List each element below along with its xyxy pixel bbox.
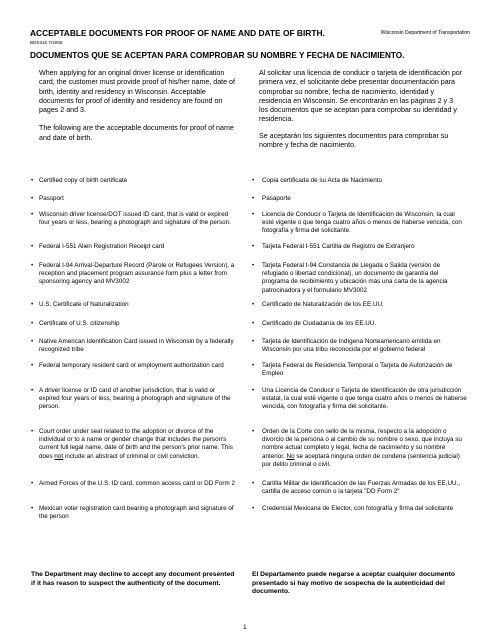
doc-es-item-8: Tarjeta de Identificación de Indígena Norteamericano emitida en Wisconsin por una tribu reconocida por el gobierno federal	[262, 338, 441, 354]
doc-en-item-9: Federal temporary resident card or employment authorization card	[39, 362, 224, 369]
bullet-icon: •	[252, 428, 255, 435]
doc-en-item-5: Federal I-94 Arrival-Departure Record (Parole or Refugees Version), a reception and placement program assurance form plus a letter from sponsoring agency and MV3002	[39, 262, 235, 286]
bullet-icon: •	[31, 362, 34, 369]
bullet-icon: •	[252, 262, 255, 269]
bullet-icon: •	[31, 387, 34, 394]
bullet-icon: •	[31, 195, 34, 202]
doc-en-item-13: Mexican voter registration card bearing a photograph and signature of the person	[39, 505, 234, 521]
doc-en-item-6: U.S. Certificate of Naturalization	[39, 301, 129, 308]
title-spanish: DOCUMENTOS QUE SE ACEPTAN PARA COMPROBAR SU NOMBRE Y FECHA DE NACIMIENTO.	[30, 51, 405, 60]
doc-es-item-10: Una Licencia de Conducir o Tarjeta de Identificación de otra jurisdicción estatal, la cual esté vigente o que tenga cuatro años o menos de haberse vencida, con fotografía y firma del solicitante.	[262, 387, 467, 411]
footer-spanish: El Departamento puede negarse a aceptar cualquier documento presentado si hay motivo de sospecha de la autenticidad del documento.	[252, 571, 455, 596]
form-id: BDS316 7/2005	[30, 40, 63, 45]
intro-es-paragraph-2: Se aceptarán los siguientes documentos para comprobar su nombre y fecha de nacimiento.	[259, 131, 449, 150]
doc-es-item-12: Cartilla Militar de Identificación de las Fuerzas Armadas de los EE.UU., cartilla de acceso común o la tarjeta "DD Form 2"	[262, 480, 461, 496]
title-english: ACCEPTABLE DOCUMENTS FOR PROOF OF NAME AND DATE OF BIRTH.	[30, 28, 325, 38]
doc-en-item-3: Wisconsin driver license/DOT issued ID card, that is valid or expired four years or less, bearing a photograph and signature of the person.	[39, 211, 231, 227]
doc-es-item-7: Certificado de Ciudadanía de los EE.UU.	[262, 320, 377, 327]
bullet-icon: •	[31, 505, 34, 512]
bullet-icon: •	[252, 177, 255, 184]
bullet-icon: •	[31, 428, 34, 435]
doc-en-item-7: Certificate of U.S. citizenship	[39, 320, 120, 327]
bullet-icon: •	[252, 387, 255, 394]
doc-en-item-12: Armed Forces of the U.S. ID card, common access card or DD Form 2	[39, 480, 235, 487]
bullet-icon: •	[252, 480, 255, 487]
doc-en-item-1: Certified copy of birth certificate	[39, 177, 128, 184]
bullet-icon: •	[31, 338, 34, 345]
doc-en-item-8: Native American Identification Card issued in Wisconsin by a federally recognized tribe	[39, 338, 234, 354]
doc-en-item-2: Passport	[39, 195, 64, 202]
doc-es-item-11: Orden de la Corte con sello de la misma, respecto a la adopción o divorcio de la persona o al cambio de su nombre o sexo, que incluya su nombre actual completo y legal, fecha de nacimiento y su nombre anterior. No se aceptará ninguna orden de condena (sentencia judicial) por delito criminal o civil.	[262, 428, 462, 468]
bullet-icon: •	[252, 505, 255, 512]
doc-es-item-6: Certificado de Naturalización de los EE.UU.	[262, 301, 384, 308]
bullet-icon: •	[252, 211, 255, 218]
bullet-icon: •	[252, 338, 255, 345]
doc-es-item-4: Tarjeta Federal I-551 Cartilla de Registro de Extranjero	[262, 243, 415, 250]
intro-en-paragraph-1: When applying for an original driver license or identification card, the customer must provide proof of his/her name, date of birth, identity and residency in Wisconsin. Acceptable documents for proof of identity and residency are found on pages 2 and 3.	[39, 69, 235, 115]
doc-es-item-5: Tarjeta Federal I-94 Constancia de Llegada o Salida (versión de refugiado o libertad condicional), un documento de garantía del programa de recibimiento y ubicación más una carta de la agencia patrocinadora y el formulario MV3002	[262, 262, 448, 294]
doc-es-item-1: Copia certificada de su Acta de Nacimiento	[262, 177, 383, 184]
doc-es-item-9: Tarjeta Federal de Residencia Temporal o Tarjeta de Autorización de Empleo	[262, 362, 453, 378]
doc-es-item-2: Pasaporte	[262, 195, 291, 202]
bullet-icon: •	[252, 301, 255, 308]
bullet-icon: •	[31, 243, 34, 250]
doc-en-item-4: Federal I-551 Alien Registration Receipt card	[39, 243, 165, 250]
bullet-icon: •	[252, 320, 255, 327]
doc-es-item-13: Credencial Mexicana de Elector, con fotografía y firma del solicitante	[262, 505, 454, 512]
doc-en-item-11: Court order under seal related to the adoption or divorce of the individual or to a name or gender change that includes the person's current full legal name, date of birth and the person's prior name. This does not include an abstract of criminal or civil conviction.	[39, 428, 233, 460]
footer-english: The Department may decline to accept any document presented if it has reason to suspect the authenticity of the document.	[31, 571, 235, 587]
intro-es-paragraph-1: Al solicitar una licencia de conducir o tarjeta de identificación por primera vez, el solicitante debe presentar documentación para comprobar su nombre, fecha de nacimiento, identidad y residencia en Wisconsin. Se encontrarán en las páginas 2 y 3 los documentos que se aceptan para comprobar su identidad y residencia.	[259, 69, 463, 124]
bullet-icon: •	[31, 262, 34, 269]
department-name: Wisconsin Department of Transportation	[380, 30, 470, 36]
bullet-icon: •	[252, 362, 255, 369]
intro-spanish	[259, 69, 464, 150]
doc-es-item-3: Licencia de Conducir o Tarjeta de Identificación de Wisconsin, la cual esté vigente o que tenga cuatro años o menos de haberse vencida, con fotografía y firma del solicitante.	[262, 211, 462, 235]
bullet-icon: •	[252, 243, 255, 250]
page-number: 1	[243, 624, 247, 631]
bullet-icon: •	[31, 211, 34, 218]
bullet-icon: •	[31, 301, 34, 308]
doc-en-item-10: A driver license or ID card of another jurisdiction, that is valid or expired four years or less, bearing a photograph and signature of the person.	[39, 387, 231, 411]
intro-english	[39, 69, 239, 143]
bullet-icon: •	[31, 320, 34, 327]
intro-en-paragraph-2: The following are the acceptable documents for proof of name and date of birth.	[39, 124, 234, 142]
bullet-icon: •	[31, 177, 34, 184]
bullet-icon: •	[31, 480, 34, 487]
bullet-icon: •	[252, 195, 255, 202]
